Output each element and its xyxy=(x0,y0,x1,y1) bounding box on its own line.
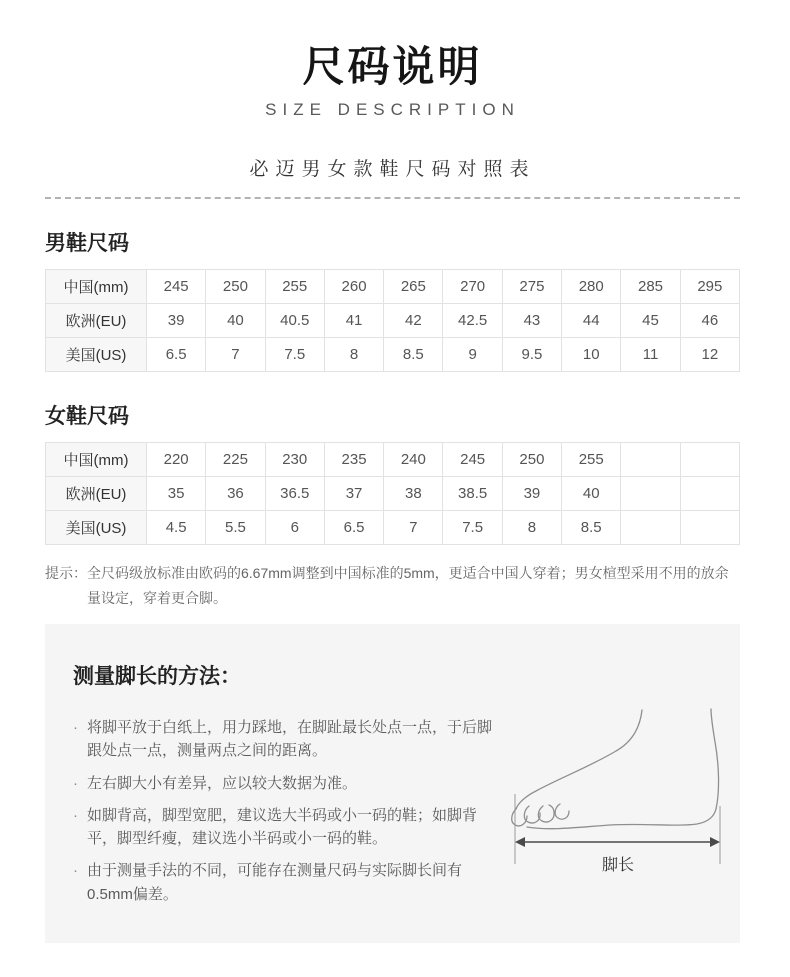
table-row xyxy=(46,270,740,304)
size-cell: 7.5 xyxy=(443,511,502,545)
womens-size-heading: 女鞋尺码 xyxy=(45,405,129,429)
foot-measure-diagram xyxy=(505,706,744,878)
row-label: 欧洲(EU) xyxy=(46,304,147,338)
womens-size-table xyxy=(45,442,740,545)
bullet-icon: · xyxy=(73,719,78,737)
size-cell: 285 xyxy=(621,270,680,304)
size-cell: 270 xyxy=(443,270,502,304)
mens-size-heading: 男鞋尺码 xyxy=(45,232,129,256)
size-cell: 280 xyxy=(562,270,621,304)
size-cell: 9 xyxy=(443,338,502,372)
table-row xyxy=(46,338,740,372)
size-cell: 240 xyxy=(384,443,443,477)
mens-size-section xyxy=(45,227,740,372)
measure-instruction xyxy=(73,804,505,851)
measure-instruction xyxy=(73,716,505,763)
measure-method-heading: 测量脚长的方法： xyxy=(73,665,241,689)
measure-instruction xyxy=(73,772,505,795)
size-cell: 42 xyxy=(384,304,443,338)
size-cell xyxy=(621,477,680,511)
size-cell: 265 xyxy=(384,270,443,304)
size-cell: 6.5 xyxy=(147,338,206,372)
size-cell: 8.5 xyxy=(384,338,443,372)
size-cell xyxy=(680,477,739,511)
size-cell: 295 xyxy=(680,270,739,304)
page-subtitle: SIZE DESCRIPTION xyxy=(265,100,520,120)
measure-instruction-list xyxy=(73,716,505,915)
row-label: 美国(US) xyxy=(46,511,147,545)
tip-text: 全尺码级放标准由欧码的6.67mm调整到中国标准的5mm，更适合中国人穿着；男女楦型采用不用的放余量设定，穿着更合脚。 xyxy=(87,565,729,606)
size-cell: 8 xyxy=(324,338,383,372)
foot-length-label: 脚长 xyxy=(601,857,635,875)
row-label: 中国(mm) xyxy=(46,443,147,477)
size-cell: 225 xyxy=(206,443,265,477)
size-cell xyxy=(680,443,739,477)
size-cell: 250 xyxy=(502,443,561,477)
size-cell: 220 xyxy=(147,443,206,477)
size-cell: 46 xyxy=(680,304,739,338)
size-cell: 245 xyxy=(443,443,502,477)
size-cell: 44 xyxy=(562,304,621,338)
size-cell: 9.5 xyxy=(502,338,561,372)
size-cell: 8 xyxy=(502,511,561,545)
size-cell: 40 xyxy=(562,477,621,511)
size-cell: 43 xyxy=(502,304,561,338)
size-cell: 6.5 xyxy=(324,511,383,545)
size-cell: 40.5 xyxy=(265,304,324,338)
size-cell: 8.5 xyxy=(562,511,621,545)
instruction-text: 左右脚大小有差异，应以较大数据为准。 xyxy=(87,774,358,792)
table-row xyxy=(46,304,740,338)
measure-instruction xyxy=(73,859,505,906)
size-cell xyxy=(621,511,680,545)
tip-label: 提示： xyxy=(45,565,87,582)
size-cell: 275 xyxy=(502,270,561,304)
instruction-text: 由于测量手法的不同，可能存在测量尺码与实际脚长间有0.5mm偏差。 xyxy=(87,862,463,903)
row-label: 美国(US) xyxy=(46,338,147,372)
table-row xyxy=(46,443,740,477)
size-cell: 39 xyxy=(502,477,561,511)
size-cell: 40 xyxy=(206,304,265,338)
size-cell: 255 xyxy=(265,270,324,304)
size-cell: 5.5 xyxy=(206,511,265,545)
foot-outline-illustration xyxy=(505,706,740,878)
bullet-icon: · xyxy=(73,806,78,824)
page-title: 尺码说明 xyxy=(302,43,483,90)
section-title: 必迈男女款鞋尺码对照表 xyxy=(249,159,536,181)
size-cell: 4.5 xyxy=(147,511,206,545)
size-cell: 7 xyxy=(206,338,265,372)
dashed-divider xyxy=(45,197,740,199)
size-cell xyxy=(621,443,680,477)
measure-method-body xyxy=(73,716,716,915)
row-label: 中国(mm) xyxy=(46,270,147,304)
womens-size-section xyxy=(45,400,740,545)
size-cell: 6 xyxy=(265,511,324,545)
size-cell: 35 xyxy=(147,477,206,511)
size-cell: 10 xyxy=(562,338,621,372)
size-cell: 41 xyxy=(324,304,383,338)
size-cell: 38 xyxy=(384,477,443,511)
size-cell: 7.5 xyxy=(265,338,324,372)
size-cell: 37 xyxy=(324,477,383,511)
size-cell: 11 xyxy=(621,338,680,372)
foot-length-arrow xyxy=(515,837,720,847)
size-cell: 36 xyxy=(206,477,265,511)
size-cell: 36.5 xyxy=(265,477,324,511)
size-cell: 12 xyxy=(680,338,739,372)
table-row xyxy=(46,511,740,545)
size-cell: 7 xyxy=(384,511,443,545)
instruction-text: 将脚平放于白纸上，用力踩地，在脚趾最长处点一点，于后脚跟处点一点，测量两点之间的距离。 xyxy=(87,719,493,760)
size-cell xyxy=(680,511,739,545)
size-cell: 230 xyxy=(265,443,324,477)
tip-note xyxy=(45,561,740,610)
page-header xyxy=(45,44,740,181)
size-cell: 245 xyxy=(147,270,206,304)
size-cell: 255 xyxy=(562,443,621,477)
size-cell: 39 xyxy=(147,304,206,338)
size-cell: 250 xyxy=(206,270,265,304)
mens-size-table xyxy=(45,269,740,372)
bullet-icon: · xyxy=(73,862,78,880)
instruction-text: 如脚背高，脚型宽肥，建议选大半码或小一码的鞋；如脚背平，脚型纤瘦，建议选小半码或小一码的鞋。 xyxy=(87,806,478,848)
size-cell: 260 xyxy=(324,270,383,304)
size-cell: 38.5 xyxy=(443,477,502,511)
row-label: 欧洲(EU) xyxy=(46,477,147,511)
size-cell: 42.5 xyxy=(443,304,502,338)
size-cell: 235 xyxy=(324,443,383,477)
bullet-icon: · xyxy=(73,774,78,792)
table-row xyxy=(46,477,740,511)
size-cell: 45 xyxy=(621,304,680,338)
measure-method-box xyxy=(45,624,740,943)
